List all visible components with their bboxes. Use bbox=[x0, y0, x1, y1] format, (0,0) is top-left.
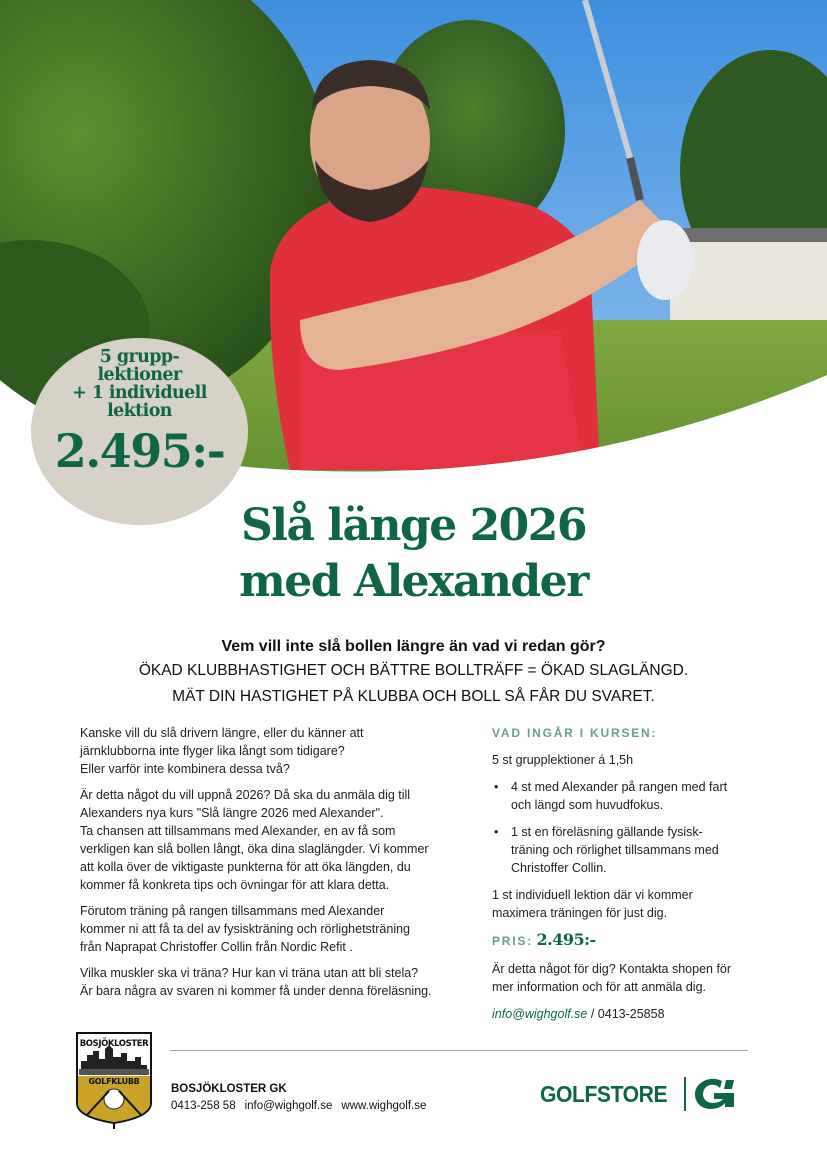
course-bullet-list bbox=[492, 778, 767, 877]
badge-offer-text bbox=[31, 348, 248, 420]
body-text-left bbox=[80, 724, 465, 1008]
golfstore-logo bbox=[540, 1076, 738, 1112]
individual-lesson-text: 1 st individuell lektion där vi kommer maximera träningen för just dig. bbox=[492, 888, 693, 920]
club-name: BOSJÖKLOSTER GK bbox=[171, 1083, 287, 1095]
subheading bbox=[0, 636, 827, 710]
price-badge bbox=[31, 338, 248, 525]
clubhouse bbox=[670, 235, 827, 320]
badge-price: 2.495:- bbox=[54, 424, 225, 478]
section-label: VAD INGÅR I KURSEN: bbox=[492, 726, 658, 740]
badge-line: 5 grupp- bbox=[99, 347, 180, 367]
price-value: 2.495:- bbox=[536, 930, 596, 949]
paragraph: Förutom träning på rangen tillsammans med Alexander kommer ni att få ta del av fysiskträning och rörlighetsträning från Naprapat Christoffer Collin från Nordic Refit . bbox=[80, 904, 411, 954]
club-phone: 0413-258 58 bbox=[171, 1100, 236, 1112]
golf-glove bbox=[637, 220, 693, 300]
badge-line: lektioner bbox=[97, 365, 182, 385]
svg-text:BOSJÖKLOSTER: BOSJÖKLOSTER bbox=[79, 1039, 149, 1049]
paragraph: Vilka muskler ska vi träna? Hur kan vi träna utan att bli stela? Är bara några av svaren ni kommer få under denna föreläsning. bbox=[80, 966, 432, 998]
page-title bbox=[0, 498, 827, 610]
list-item: • 1 st en föreläsning gällande fysisk- träning och rörlighet tillsammans med Christoffer Collin. bbox=[492, 823, 767, 877]
list-item: • 4 st med Alexander på rangen med fart och längd som huvudfokus. bbox=[492, 778, 767, 814]
golfstore-wordmark: GOLFSTORE bbox=[540, 1080, 668, 1107]
price-label: PRIS: bbox=[492, 934, 534, 948]
subhead-caps-line: MÄT DIN HASTIGHET PÅ KLUBBA OCH BOLL SÅ FÅR DU SVARET. bbox=[172, 688, 655, 705]
club-email-link[interactable]: info@wighgolf.se bbox=[244, 1100, 333, 1112]
course-intro: 5 st grupplektioner á 1,5h bbox=[492, 753, 634, 767]
club-website-link[interactable]: www.wighgolf.se bbox=[341, 1100, 427, 1112]
svg-text:GOLFKLUBB: GOLFKLUBB bbox=[88, 1077, 140, 1086]
club-contact-info bbox=[171, 1081, 426, 1115]
club-logo bbox=[75, 1031, 153, 1129]
logo-divider bbox=[684, 1077, 686, 1111]
call-to-action: Är detta något för dig? Kontakta shopen för mer information och för att anmäla dig. bbox=[492, 962, 732, 994]
title-line-1: Slå länge 2026 bbox=[240, 500, 587, 551]
footer-divider bbox=[170, 1050, 748, 1051]
club-contact-row bbox=[171, 1098, 426, 1115]
title-line-2: med Alexander bbox=[239, 556, 588, 607]
contact-phone: / 0413-25858 bbox=[587, 1007, 665, 1021]
badge-line: lektion bbox=[107, 401, 172, 421]
paragraph: Är detta något du vill uppnå 2026? Då ska du anmäla dig till Alexanders nya kurs "Slå längre 2026 med Alexander". Ta chansen att tillsammans med Alexander, en av få som verkligen kan slå bollen långt, öka dina slaglängder. Vi kommer att kolla över de viktigaste punkterna för att öka längden, du kommer få konkreta tips och övningar för att klara detta. bbox=[80, 788, 429, 892]
contact-line bbox=[492, 1005, 767, 1023]
bosjokloster-crest-icon bbox=[75, 1031, 153, 1129]
price-row bbox=[492, 931, 767, 950]
course-details bbox=[492, 724, 767, 1032]
subhead-caps-line: ÖKAD KLUBBHASTIGHET OCH BÄTTRE BOLLTRÄFF = ÖKAD SLAGLÄNGD. bbox=[138, 662, 689, 679]
subhead-question: Vem vill inte slå bollen längre än vad vi redan gör? bbox=[221, 638, 606, 655]
badge-line: + 1 individuell bbox=[72, 383, 207, 403]
contact-email-link[interactable]: info@wighgolf.se bbox=[492, 1007, 588, 1021]
paragraph: Kanske vill du slå drivern längre, eller du känner att järnklubborna inte flyger lika långt som tidigare? Eller varför inte kombinera dessa två? bbox=[80, 726, 364, 776]
golfstore-g-mark-icon bbox=[692, 1077, 738, 1111]
